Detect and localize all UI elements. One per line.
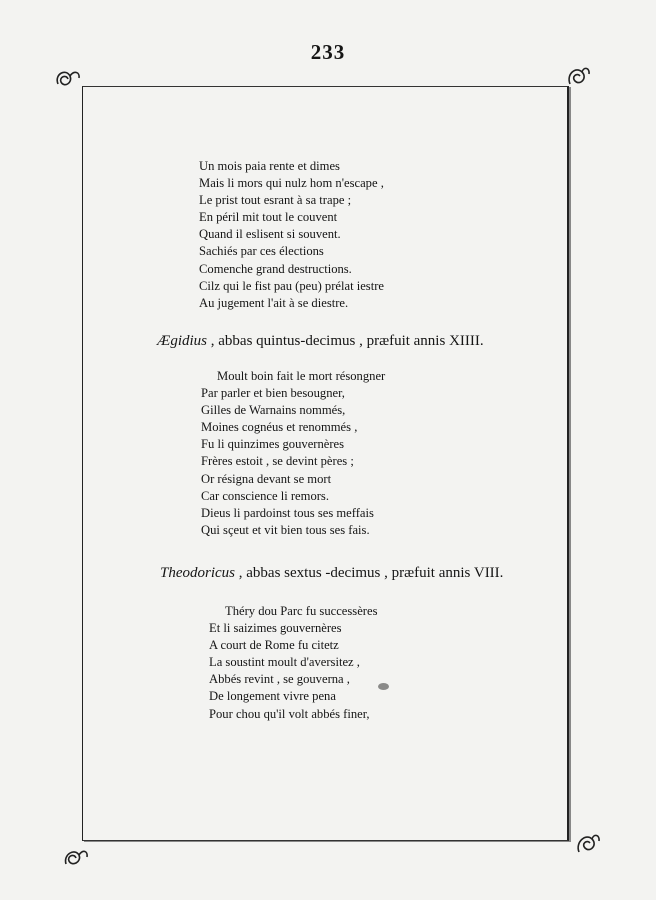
verse-line: Théry dou Parc fu successères (225, 604, 378, 618)
abbot-name: Ægidius (157, 333, 208, 349)
verse-line: Moult boin fait le mort résongner (217, 369, 386, 383)
verse-line: Moines cognéus et renommés , (201, 420, 358, 435)
verse-line: Abbés revint , se gouverna , (209, 672, 350, 687)
corner-flourish-bottom-left-icon (60, 842, 90, 872)
verse-line: Fu li quinzimes gouvernères (201, 437, 345, 452)
verse-line: Cilz qui le fist pau (peu) prélat iestre (199, 278, 384, 293)
section-heading-theodoricus (160, 565, 503, 582)
ink-spot (378, 683, 389, 690)
verse-line: Par parler et bien besougner, (201, 386, 345, 401)
verse-line: Comenche grand destructions. (199, 261, 352, 276)
verse-line: Un mois paia rente et dimes (199, 159, 340, 173)
verse-line: A court de Rome fu citetz (209, 638, 339, 653)
corner-flourish-top-right-icon (562, 62, 592, 92)
corner-flourish-top-left-icon (52, 64, 82, 94)
abbot-name: Theodoricus (160, 565, 235, 581)
verse-line: Quand il eslisent si souvent. (199, 227, 341, 242)
verse-line: De longement vivre pena (209, 689, 336, 704)
verse-line: Pour chou qu'il volt abbés finer, (209, 706, 370, 721)
verse-line: Car conscience li remors. (201, 488, 329, 503)
verse-line: La soustint moult d'aversitez , (209, 655, 360, 670)
verse-line: Qui sçeut et vit bien tous ses fais. (201, 522, 370, 537)
verse-line: Gilles de Warnains nommés, (201, 403, 346, 418)
verse-line: Frères estoit , se devint pères ; (201, 454, 354, 469)
section-heading-aegidius (157, 333, 484, 350)
verse-line: Au jugement l'ait à se diestre. (199, 295, 349, 310)
verse-line: En péril mit tout le couvent (199, 210, 338, 225)
verse-block-aegidius (201, 368, 385, 539)
corner-flourish-bottom-right-icon (572, 828, 602, 858)
verse-block-theodoricus (209, 603, 377, 723)
verse-line: Et li saizimes gouvernères (209, 621, 342, 636)
verse-line: Or résigna devant se mort (201, 471, 332, 486)
verse-line: Dieus li pardoinst tous ses meffais (201, 505, 374, 520)
show-through-texture (415, 150, 555, 730)
verse-line: Mais li mors qui nulz hom n'escape , (199, 176, 384, 191)
abbot-description: , abbas sextus -decimus , præfuit annis VIII. (235, 565, 504, 581)
verse-line: Sachiés par ces élections (199, 244, 324, 259)
verse-block-continuation (199, 158, 384, 312)
verse-line: Le prist tout esrant à sa trape ; (199, 193, 352, 208)
page-number: 233 (310, 40, 346, 64)
abbot-description: , abbas quintus-decimus , præfuit annis XIIII. (207, 333, 484, 349)
